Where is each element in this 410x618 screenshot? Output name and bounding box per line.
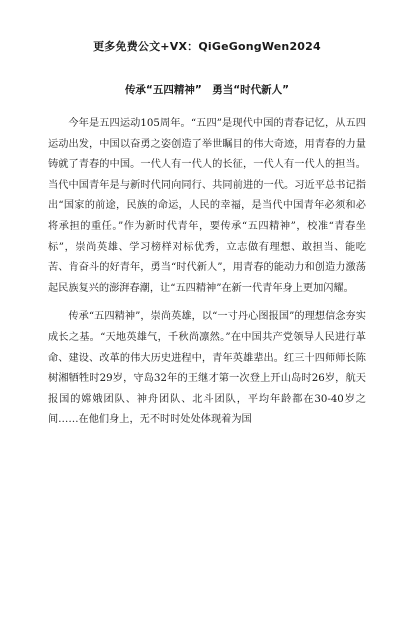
document-title: 传承“五四精神” 勇当“时代新人” bbox=[124, 84, 290, 96]
document-page bbox=[0, 38, 410, 618]
body-paragraph-1: 今年是五四运动105周年。“五四”是现代中国的青春记忆，从五四运动出发，中国以奋勇之姿创造了举世瞩目的伟大奇迹，用青春的力量铸就了青春的中国。一代人有一代人的长征，一代人有一代人的担当。当代中国青年是与新时代同向同行、共同前进的一代。习近平总书记指出“国家的前途，民族的命运，人民的幸福，是当代中国青年必须和必将承担的重任。”作为新时代青年，要传承“五四精神”，校准“青春坐标”，崇尚英雄、学习榜样对标优秀，立志做有理想、敢担当、能吃苦、肯奋斗的好青年，勇当“时代新人”，用青春的能动力和创造力激荡起民族复兴的澎湃春潮，让“五四精神”在新一代青年身上更加闪耀。 bbox=[48, 118, 366, 294]
watermark-header: 更多免费公文+VX：QiGeGongWen2024 bbox=[93, 40, 321, 53]
body-paragraph-2: 传承“五四精神”，崇尚英雄，以“一寸丹心图报国”的理想信念夯实成长之基。“天地英雄气，千秋尚凛然。”在中国共产党领导人民进行革命、建设、改革的伟大历史进程中，青年英雄辈出。红三十四师师长陈树湘牺牲时29岁，守岛32年的王继才第一次登上开山岛时26岁，航天报国的嫦娥团队、神舟团队、北斗团队，平均年龄都在30-40岁之间……在他们身上，无不时时处处体现着为国 bbox=[48, 311, 366, 426]
